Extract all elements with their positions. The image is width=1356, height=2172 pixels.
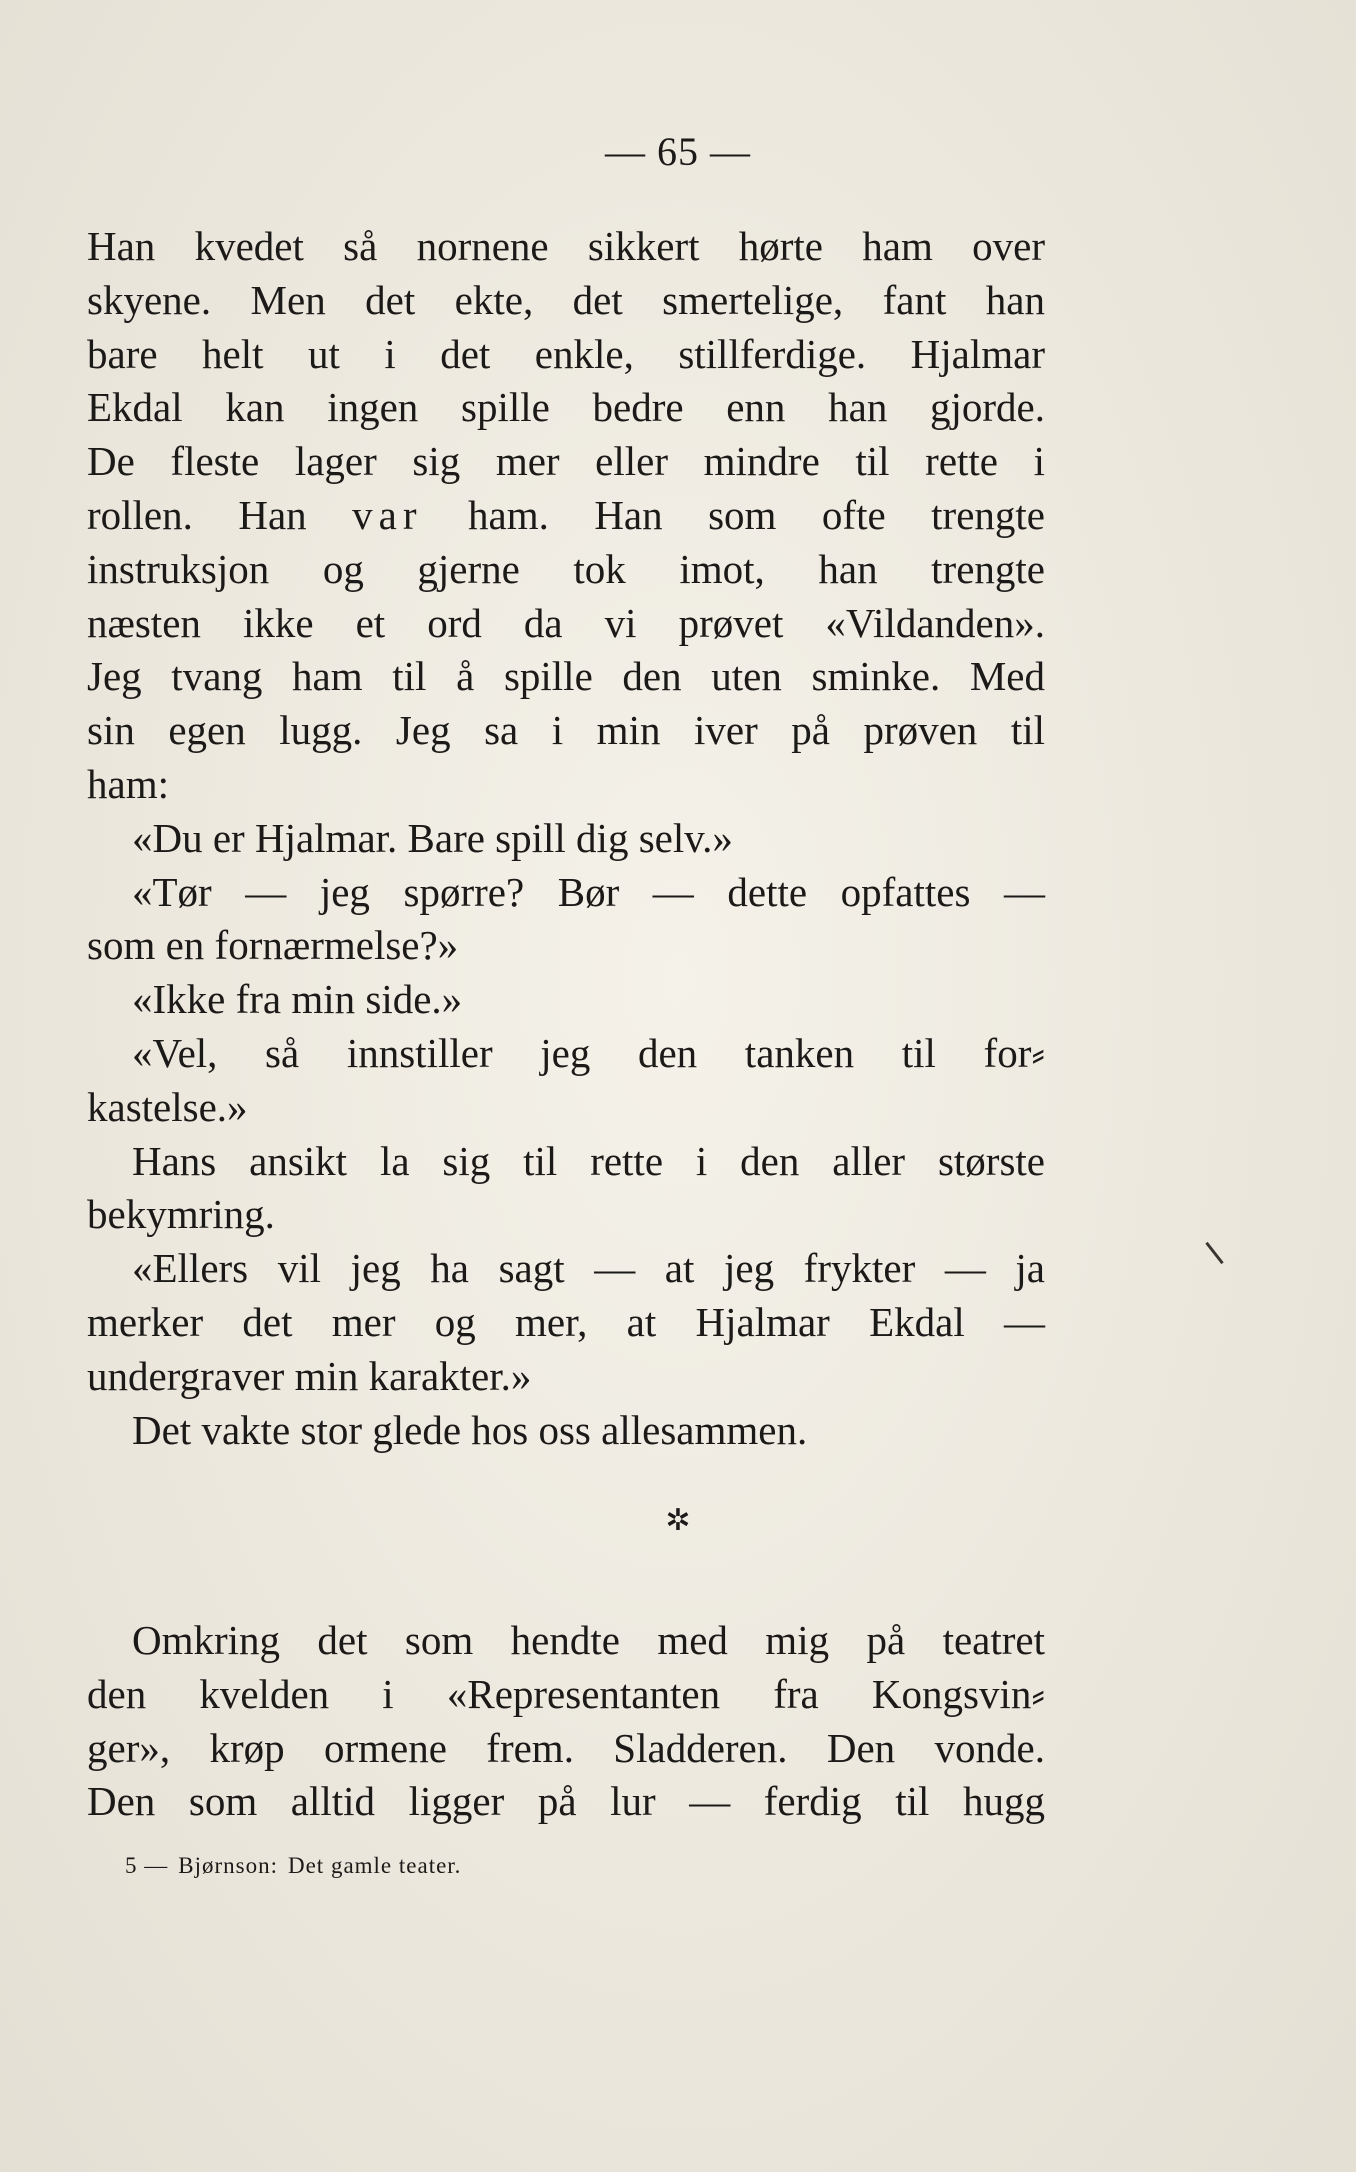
dialogue-line: «Du er Hjalmar. Bare spill dig selv.» [132,814,733,861]
text-line: kastelse.» [87,1083,248,1130]
main-text [87,220,1045,1457]
signature-footer [125,1853,471,1879]
text-line: Ekdal kan ingen spille bedre enn han gjorde. [87,384,1045,431]
text-line: Omkring det som hendte med mig på teatret [132,1617,1045,1663]
text-line: bekymring. [87,1191,275,1238]
text-line: den kvelden i «Representanten fra Kongsvin⸗ [87,1670,1045,1717]
text-line: merker det mer og mer, at Hjalmar Ekdal — [87,1298,1045,1345]
footer-book-title: Det gamle teater. [287,1853,462,1878]
text-line: ger», krøp ormene frem. Sladderen. Den vonde. [87,1724,1045,1771]
text-line: ham: [87,760,169,807]
text-line: skyene. Men det ekte, det smertelige, fant han [87,276,1045,323]
text-line: instruksjon og gjerne tok imot, han trengte [87,545,1045,592]
text-line: Han kvedet så nornene sikkert hørte ham over [87,223,1045,269]
text-line: Den som alltid ligger på lur — ferdig til hugg [87,1778,1045,1825]
lower-text [87,1614,1045,1829]
text-line: som en fornærmelse?» [87,922,459,969]
text-line: Hans ansikt la sig til rette i den aller største [132,1137,1045,1184]
dialogue-line: «Ikke fra min side.» [132,976,463,1023]
text-line: De fleste lager sig mer eller mindre til rette i [87,438,1045,485]
text-line: sin egen lugg. Jeg sa i min iver på prøven til [87,707,1045,754]
text-line: Jeg tvang ham til å spille den uten sminke. Med [87,653,1045,700]
footer-author: Bjørnson: [178,1853,278,1878]
text-line: undergraver min karakter.» [87,1352,532,1399]
text-fragment: rollen. Han [87,491,353,538]
signature-mark: 5 — [125,1853,169,1878]
emphasized-word: var [352,491,423,538]
text-fragment: ham. Han som ofte trengte [422,491,1045,538]
dialogue-line: «Ellers vil jeg ha sagt — at jeg frykter — ja [132,1245,1045,1292]
dialogue-line: «Tør — jeg spørre? Bør — dette opfattes — [132,868,1045,915]
stray-ink-mark [1205,1242,1223,1264]
dialogue-line: «Vel, så innstiller jeg den tanken til for⸗ [132,1029,1045,1076]
text-line: næsten ikke et ord da vi prøvet «Vildanden». [87,599,1045,646]
text-line: Det vakte stor glede hos oss allesammen. [132,1406,808,1453]
section-ornament: ✲ [665,1504,691,1537]
page-number: — 65 — [605,129,751,174]
text-line: bare helt ut i det enkle, stillferdige. Hjalmar [87,330,1045,377]
text-line-rollen [87,489,1045,543]
